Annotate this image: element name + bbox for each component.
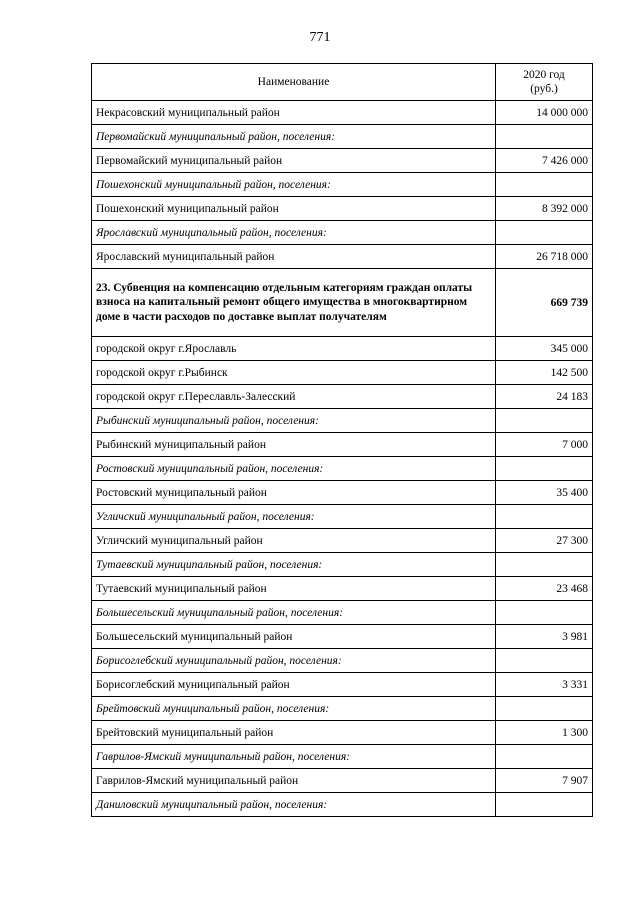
table-body xyxy=(92,101,593,817)
row-amount: 23 468 xyxy=(496,577,593,601)
row-name: Борисоглебский муниципальный район, поселения: xyxy=(92,649,496,673)
row-name: Гаврилов-Ямский муниципальный район xyxy=(92,769,496,793)
row-amount: 7 426 000 xyxy=(496,149,593,173)
row-amount: 345 000 xyxy=(496,337,593,361)
row-name: Угличский муниципальный район xyxy=(92,529,496,553)
row-name: городской округ г.Переславль-Залесский xyxy=(92,385,496,409)
row-amount: 24 183 xyxy=(496,385,593,409)
row-name: Первомайский муниципальный район xyxy=(92,149,496,173)
table-header xyxy=(92,64,593,101)
table-row-section xyxy=(92,601,593,625)
table-row xyxy=(92,769,593,793)
row-amount xyxy=(496,457,593,481)
row-name: Брейтовский муниципальный район xyxy=(92,721,496,745)
table-row xyxy=(92,577,593,601)
row-name: Рыбинский муниципальный район, поселения: xyxy=(92,409,496,433)
row-name: Пошехонский муниципальный район, поселения: xyxy=(92,173,496,197)
row-amount: 3 981 xyxy=(496,625,593,649)
table-row xyxy=(92,101,593,125)
row-name: Ярославский муниципальный район xyxy=(92,245,496,269)
row-amount xyxy=(496,793,593,817)
table-row-section xyxy=(92,697,593,721)
table-row xyxy=(92,385,593,409)
row-name: Тутаевский муниципальный район xyxy=(92,577,496,601)
row-name: Ростовский муниципальный район xyxy=(92,481,496,505)
row-amount xyxy=(496,649,593,673)
row-amount xyxy=(496,409,593,433)
column-header-name: Наименование xyxy=(92,64,496,101)
row-amount: 14 000 000 xyxy=(496,101,593,125)
table-row xyxy=(92,481,593,505)
row-name: Гаврилов-Ямский муниципальный район, поселения: xyxy=(92,745,496,769)
table-row xyxy=(92,529,593,553)
table-row-section xyxy=(92,745,593,769)
row-amount: 142 500 xyxy=(496,361,593,385)
row-name: Большесельский муниципальный район, поселения: xyxy=(92,601,496,625)
row-amount xyxy=(496,601,593,625)
row-amount: 1 300 xyxy=(496,721,593,745)
table-row xyxy=(92,245,593,269)
table-row-section xyxy=(92,173,593,197)
row-name: Рыбинский муниципальный район xyxy=(92,433,496,457)
row-name: Даниловский муниципальный район, поселения: xyxy=(92,793,496,817)
row-amount: 7 000 xyxy=(496,433,593,457)
column-header-amount xyxy=(496,64,593,101)
table-row-section xyxy=(92,505,593,529)
row-name: Ярославский муниципальный район, поселения: xyxy=(92,221,496,245)
table-row-section xyxy=(92,649,593,673)
table-row xyxy=(92,337,593,361)
row-amount: 669 739 xyxy=(496,269,593,337)
row-amount: 3 331 xyxy=(496,673,593,697)
budget-table xyxy=(91,63,593,817)
row-amount xyxy=(496,173,593,197)
row-amount xyxy=(496,505,593,529)
table-row-section xyxy=(92,409,593,433)
row-name: Некрасовский муниципальный район xyxy=(92,101,496,125)
table-row xyxy=(92,673,593,697)
table-row-section xyxy=(92,793,593,817)
row-name: Борисоглебский муниципальный район xyxy=(92,673,496,697)
table-row-section xyxy=(92,125,593,149)
table-row xyxy=(92,361,593,385)
table-row xyxy=(92,197,593,221)
row-amount: 27 300 xyxy=(496,529,593,553)
row-amount xyxy=(496,697,593,721)
table-row xyxy=(92,149,593,173)
table-row xyxy=(92,625,593,649)
column-header-unit: (руб.) xyxy=(530,83,558,95)
row-name: Тутаевский муниципальный район, поселения: xyxy=(92,553,496,577)
row-name: Ростовский муниципальный район, поселения: xyxy=(92,457,496,481)
row-name: Большесельский муниципальный район xyxy=(92,625,496,649)
table-row-subvention xyxy=(92,269,593,337)
row-name: городской округ г.Рыбинск xyxy=(92,361,496,385)
table-row xyxy=(92,433,593,457)
row-name: Брейтовский муниципальный район, поселения: xyxy=(92,697,496,721)
row-amount xyxy=(496,745,593,769)
row-amount xyxy=(496,553,593,577)
table-row-section xyxy=(92,553,593,577)
table-row-section xyxy=(92,457,593,481)
row-name: Первомайский муниципальный район, поселения: xyxy=(92,125,496,149)
column-header-year: 2020 год xyxy=(523,69,565,81)
page-number: 771 xyxy=(309,30,331,45)
row-amount xyxy=(496,221,593,245)
row-name: Пошехонский муниципальный район xyxy=(92,197,496,221)
row-amount: 26 718 000 xyxy=(496,245,593,269)
row-amount: 35 400 xyxy=(496,481,593,505)
row-name: городской округ г.Ярославль xyxy=(92,337,496,361)
row-name: 23. Субвенция на компенсацию отдельным категориям граждан оплаты взноса на капитальный ремонт общего имущества в многоквартирном доме в части расходов по доставке выплат получателям xyxy=(92,269,496,337)
table-row-section xyxy=(92,221,593,245)
row-name: Угличский муниципальный район, поселения: xyxy=(92,505,496,529)
row-amount: 7 907 xyxy=(496,769,593,793)
row-amount: 8 392 000 xyxy=(496,197,593,221)
table-row xyxy=(92,721,593,745)
row-amount xyxy=(496,125,593,149)
